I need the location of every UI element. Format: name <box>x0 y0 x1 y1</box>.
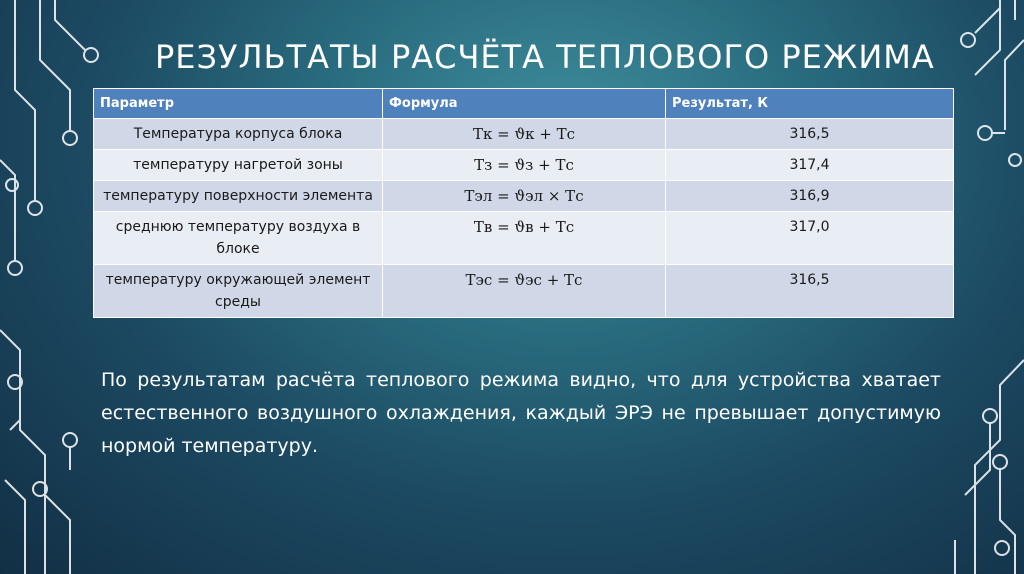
table-row <box>94 212 954 265</box>
result-cell: 316,9 <box>666 181 954 212</box>
result-cell: 317,4 <box>666 150 954 181</box>
table-row <box>94 150 954 181</box>
result-cell: 317,0 <box>666 212 954 265</box>
header-result: Результат, К <box>666 89 954 119</box>
table-header-row <box>94 89 954 119</box>
result-cell: 316,5 <box>666 119 954 150</box>
table-row <box>94 119 954 150</box>
slide-title: РЕЗУЛЬТАТЫ РАСЧЁТА ТЕПЛОВОГО РЕЖИМА <box>155 38 935 76</box>
param-cell: среднюю температуру воздуха в блоке <box>94 212 383 265</box>
formula-cell: Tк = ϑк + Tс <box>383 119 666 150</box>
header-formula: Формула <box>383 89 666 119</box>
header-parameter: Параметр <box>94 89 383 119</box>
result-cell: 316,5 <box>666 265 954 318</box>
param-cell: температуру нагретой зоны <box>94 150 383 181</box>
table-row <box>94 265 954 318</box>
table-row <box>94 181 954 212</box>
param-cell: Температура корпуса блока <box>94 119 383 150</box>
formula-cell: Tэл = ϑэл × Tс <box>383 181 666 212</box>
formula-cell: Тз = ϑз + Тс <box>383 150 666 181</box>
results-table <box>93 88 954 318</box>
conclusion-paragraph: По результатам расчёта теплового режима видно, что для устройства хватает естественного воздушного охлаждения, каждый ЭРЭ не превышает допустимую нормой температуру. <box>101 369 941 457</box>
formula-cell: Тв = ϑв + Тс <box>383 212 666 265</box>
param-cell: температуру окружающей элемент среды <box>94 265 383 318</box>
param-cell: температуру поверхности элемента <box>94 181 383 212</box>
formula-cell: Tэс = ϑэс + Тс <box>383 265 666 318</box>
